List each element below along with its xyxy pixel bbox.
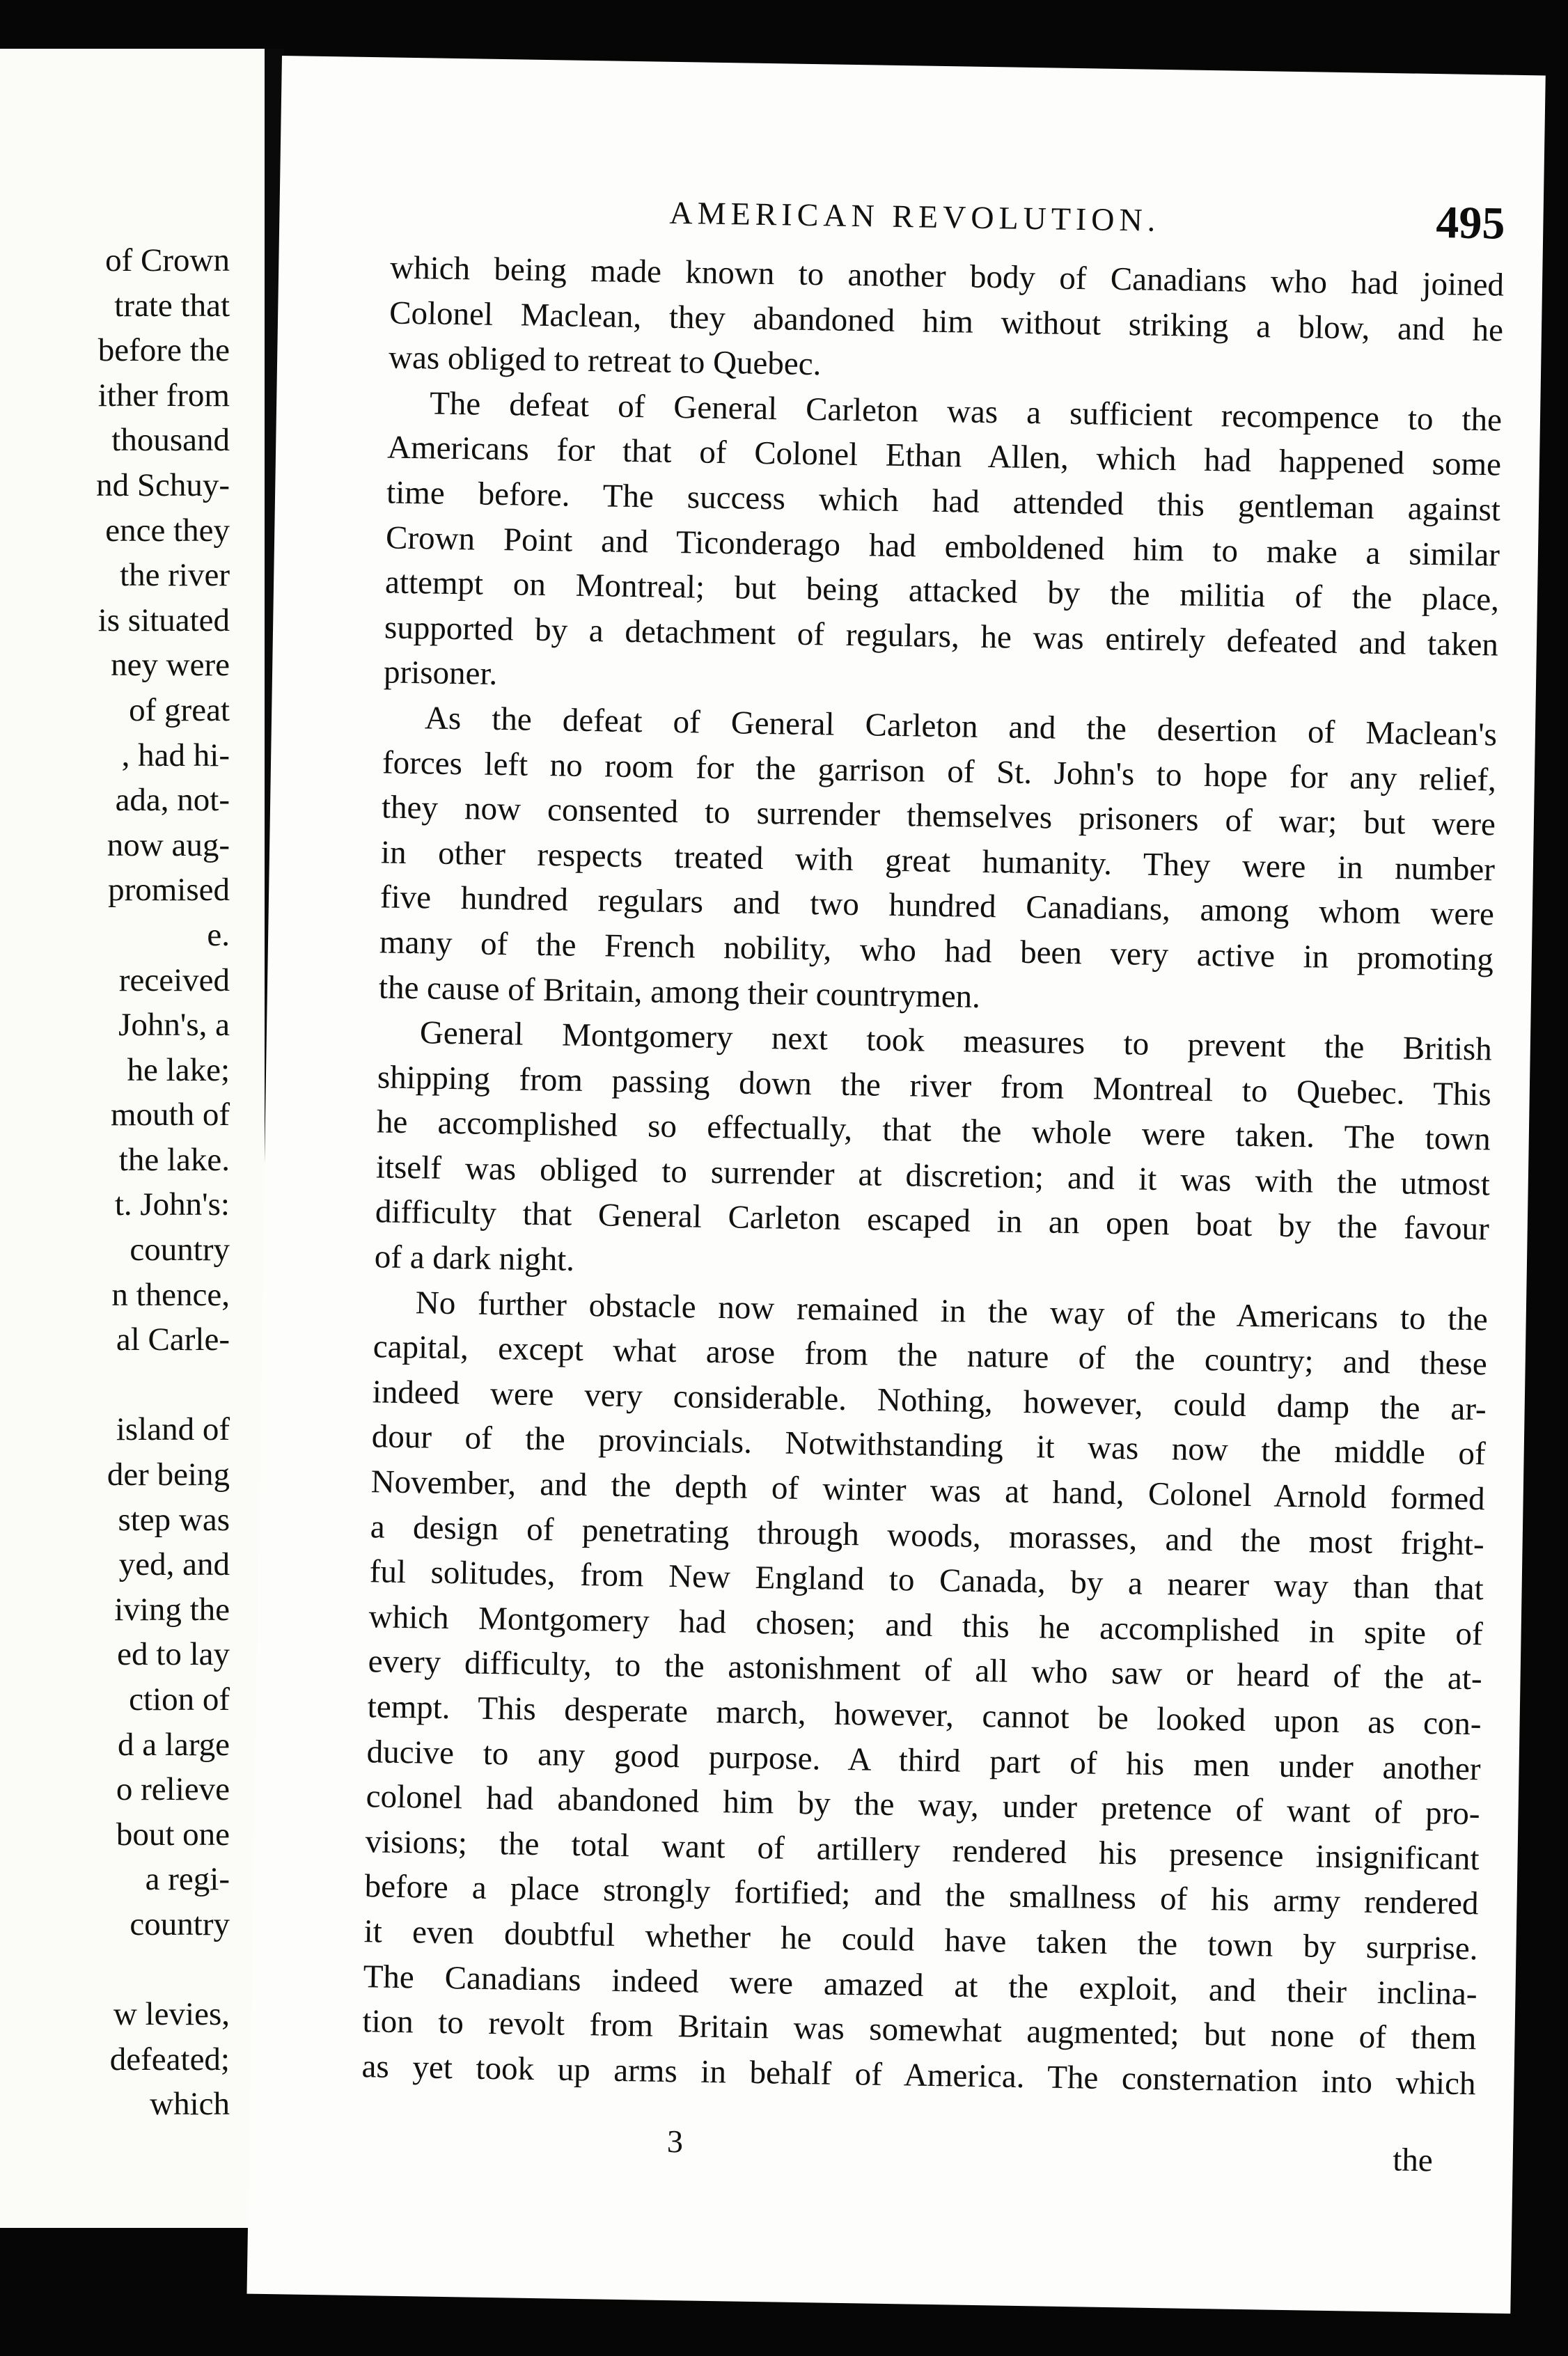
left-page-line: is situated	[97, 602, 230, 638]
text-line: The Canadians indeed were amazed at the exploit, and their inclina-	[363, 1958, 1477, 2012]
left-page-line: der being	[107, 1456, 230, 1493]
paragraph	[374, 1010, 1492, 1297]
text-line: prisoner.	[383, 654, 498, 693]
page-number: 495	[1435, 197, 1506, 249]
paragraph	[384, 380, 1503, 712]
text-line: colonel had abandoned him by the way, under pretence of want of pro-	[366, 1778, 1480, 1832]
left-page-line: step was	[118, 1501, 230, 1538]
catchword: the	[1392, 2142, 1434, 2179]
left-page-line: d a large	[118, 1726, 230, 1763]
left-page-line: of Crown	[105, 242, 230, 278]
left-page-line: country	[130, 1906, 230, 1942]
text-line: it even doubtful whether he could have taken the town by surprise.	[363, 1913, 1478, 1968]
text-line: indeed were very considerable. Nothing, however, could damp the ar-	[372, 1374, 1487, 1428]
text-line: difficulty that General Carleton escaped in an open boat by the favour	[375, 1193, 1490, 1248]
left-page-line: ed to lay	[117, 1636, 230, 1673]
text-line: many of the French nobility, who had been very active in promoting	[379, 924, 1494, 978]
left-page-line: the lake.	[118, 1141, 230, 1178]
left-page-text	[0, 238, 230, 2127]
text-line: General Montgomery next took measures to prevent the British	[419, 1014, 1493, 1068]
left-page-line: a regi-	[145, 1861, 230, 1898]
text-line: they now consented to surrender themselves prisoners of war; but were	[381, 789, 1496, 843]
left-page-line: ada, not-	[115, 782, 230, 819]
left-page-line: al Carle-	[116, 1321, 230, 1358]
text-line: in other respects treated with great humanity. They were in number	[380, 834, 1496, 888]
left-page-line: bout one	[116, 1816, 230, 1853]
right-page	[247, 56, 1546, 2314]
left-page-line: received	[118, 961, 230, 998]
left-page-line: , had hi-	[121, 737, 230, 773]
text-line: of a dark night.	[374, 1239, 575, 1278]
text-line: tempt. This desperate march, however, cannot be looked upon as con-	[367, 1688, 1482, 1743]
running-head-title: AMERICAN REVOLUTION.	[669, 194, 1161, 238]
text-line: as yet took up arms in behalf of America. The consternation into which	[361, 2048, 1476, 2103]
text-line: Americans for that of Colonel Ethan Allen, which had happened some	[386, 429, 1502, 483]
text-line: dour of the provincials. Notwithstanding it was now the middle of	[371, 1418, 1487, 1472]
left-page-line: before the	[97, 332, 230, 369]
text-line: shipping from passing down the river from Montreal to Quebec. This	[377, 1059, 1492, 1113]
left-page-line: ence they	[105, 512, 230, 549]
text-line: a design of penetrating through woods, morasses, and the most fright-	[370, 1508, 1485, 1563]
left-page-line: iving the	[114, 1591, 230, 1628]
text-line: forces left no room for the garrison of St. John's to hope for any relief,	[382, 744, 1497, 799]
text-line: supported by a detachment of regulars, he was entirely defeated and taken	[384, 609, 1499, 663]
left-page-line: o relieve	[116, 1771, 230, 1808]
left-page-line: n thence,	[111, 1276, 230, 1313]
left-page-line: defeated;	[109, 2041, 230, 2078]
left-page-line: trate that	[114, 287, 230, 324]
text-line: tion to revolt from Britain was somewhat augmented; but none of them	[362, 2003, 1477, 2057]
text-line: time before. The success which had attended this gentleman against	[386, 474, 1501, 528]
text-line: was obliged to retreat to Quebec.	[388, 339, 822, 383]
text-line: ful solitudes, from New England to Canada, by a nearer way than that	[369, 1553, 1484, 1608]
text-line: visions; the total want of artillery rendered his presence insignificant	[365, 1823, 1480, 1878]
text-line: which being made known to another body of Canadians who had joined	[389, 249, 1505, 304]
text-line: the cause of Britain, among their countrymen.	[378, 968, 981, 1015]
text-line: which Montgomery had chosen; and this he accomplished in spite of	[368, 1599, 1484, 1653]
text-line: November, and the depth of winter was at hand, Colonel Arnold formed	[370, 1463, 1486, 1518]
body-text	[361, 245, 1504, 2106]
text-line: he accomplished so effectually, that the whole were taken. The town	[376, 1104, 1491, 1158]
left-facing-page	[0, 49, 265, 2228]
left-page-line: w levies,	[113, 1996, 230, 2033]
left-page-line: nd Schuy-	[96, 466, 230, 503]
left-page-line: e.	[207, 916, 230, 953]
left-page-line	[0, 1947, 230, 1993]
paragraph	[389, 245, 1505, 398]
left-page-line: country	[130, 1232, 230, 1269]
left-page-line: now aug-	[107, 826, 230, 863]
text-line: attempt on Montreal; but being attacked by the militia of the place,	[384, 564, 1500, 618]
left-page-line: thousand	[111, 422, 230, 459]
left-page-line: ction of	[129, 1681, 230, 1718]
text-line: itself was obliged to surrender at discretion; and it was with the utmost	[375, 1149, 1491, 1203]
text-line: ducive to any good purpose. A third part of his men under another	[366, 1733, 1481, 1787]
left-page-line: yed, and	[118, 1546, 230, 1583]
left-page-line: he lake;	[127, 1051, 230, 1088]
page-footer	[360, 2118, 1475, 2191]
left-page-line: which	[150, 2086, 230, 2123]
text-line: Colonel Maclean, they abandoned him without striking a blow, and he	[389, 294, 1504, 349]
paragraph	[378, 695, 1497, 1027]
text-line: Crown Point and Ticonderago had emboldened him to make a similar	[385, 519, 1500, 574]
paragraph	[361, 1280, 1488, 2107]
text-line: The defeat of General Carleton was a sufficient recompence to the	[429, 385, 1503, 439]
left-page-line: t. John's:	[114, 1186, 230, 1223]
left-page-line: the river	[120, 557, 230, 594]
left-page-line: ither from	[97, 377, 230, 414]
left-page-line: mouth of	[110, 1097, 230, 1133]
left-page-line: island of	[116, 1411, 230, 1448]
signature-mark: 3	[666, 2123, 684, 2160]
text-line: No further obstacle now remained in the way of the Americans to the	[415, 1284, 1489, 1338]
left-page-line: ney were	[111, 647, 230, 684]
text-line: before a place strongly fortified; and the smallness of his army rendered	[364, 1868, 1479, 1922]
left-page-line: John's, a	[118, 1007, 230, 1044]
left-page-line	[0, 1362, 230, 1408]
text-line: capital, except what arose from the nature of the country; and these	[373, 1328, 1488, 1383]
text-line: five hundred regulars and two hundred Canadians, among whom were	[379, 879, 1495, 933]
left-page-line: of great	[129, 691, 230, 728]
text-line: As the defeat of General Carleton and the desertion of Maclean's	[424, 700, 1498, 753]
text-line: every difficulty, to the astonishment of all who saw or heard of the at-	[368, 1643, 1482, 1697]
left-page-line: promised	[108, 872, 230, 909]
